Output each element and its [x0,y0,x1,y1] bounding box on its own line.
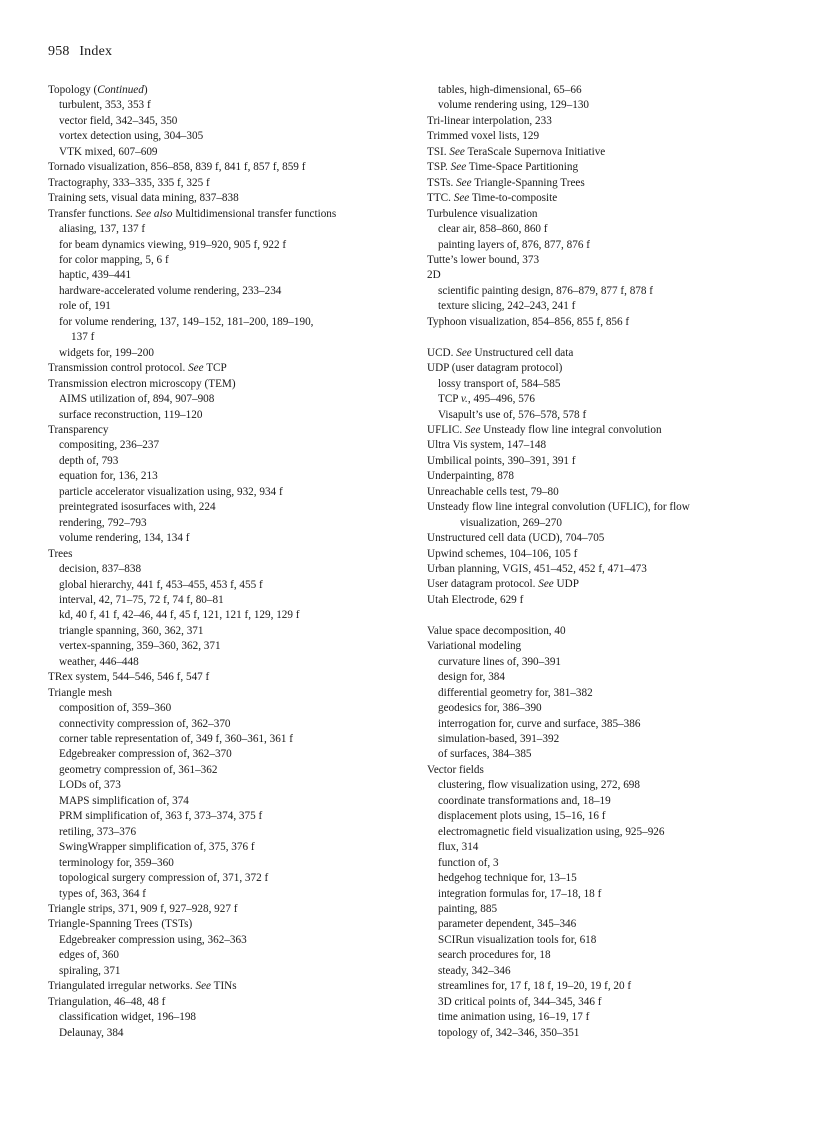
index-subentry: for volume rendering, 137, 149–152, 181–200, 189–190, [59,315,314,328]
index-entry: Topology (Continued) [48,84,148,96]
index-subentry: function of, 3 [438,856,499,869]
index-subentry: weather, 446–448 [59,655,139,668]
index-entry: UDP (user datagram protocol) [427,362,563,375]
page-title: Index [79,44,113,59]
index-subentry: kd, 40 f, 41 f, 42–46, 44 f, 45 f, 121, 121 f, 129, 129 f [59,609,300,622]
index-subentry: topological surgery compression of, 371, 372 f [59,872,269,885]
index-subentry: design for, 384 [438,671,505,684]
index-entry: Turbulence visualization [427,207,538,220]
index-entry: 2D [427,269,441,282]
index-subentry: 3D critical points of, 344–345, 346 f [438,995,602,1008]
index-entry: Vector fields [427,763,484,776]
index-subentry: streamlines for, 17 f, 18 f, 19–20, 19 f, 20 f [438,980,632,993]
index-subentry: classification widget, 196–198 [59,1011,197,1024]
index-subentry: time animation using, 16–19, 17 f [438,1011,590,1024]
index-subentry: surface reconstruction, 119–120 [59,408,203,421]
index-subentry: SwingWrapper simplification of, 375, 376 f [59,841,255,854]
index-column-left [48,83,420,1041]
index-subentry: integration formulas for, 17–18, 18 f [438,887,602,900]
index-subentry: volume rendering using, 129–130 [438,99,590,112]
index-subentry: rendering, 792–793 [59,516,147,529]
index-entry: Underpainting, 878 [427,470,514,483]
index-subentry: preintegrated isosurfaces with, 224 [59,501,216,514]
index-subentry: haptic, 439–441 [59,269,132,282]
index-entry-continuation: visualization, 269–270 [460,516,562,529]
index-entry: Unstructured cell data (UCD), 704–705 [427,532,605,545]
index-subentry: VTK mixed, 607–609 [59,145,158,158]
index-subentry: steady, 342–346 [438,964,511,977]
index-subentry: electromagnetic field visualization using, 925–926 [438,825,665,838]
index-subentry: edges of, 360 [59,949,119,962]
index-subentry: for color mapping, 5, 6 f [59,253,169,266]
index-subentry: SCIRun visualization tools for, 618 [438,933,597,946]
index-subentry: texture slicing, 242–243, 241 f [438,300,576,313]
section-gap [427,330,797,345]
index-subentry: coordinate transformations and, 18–19 [438,794,611,807]
index-subentry: decision, 837–838 [59,563,142,576]
index-subentry: widgets for, 199–200 [59,346,154,359]
index-subentry: geodesics for, 386–390 [438,702,542,715]
index-entry: Variational modeling [427,640,522,653]
index-entry: Triangulated irregular networks. See TINs [48,980,237,993]
index-subentry: connectivity compression of, 362–370 [59,717,231,730]
index-subentry: volume rendering, 134, 134 f [59,532,190,545]
index-subentry: search procedures for, 18 [438,949,551,962]
index-entry: Trees [48,547,73,560]
index-subentry: triangle spanning, 360, 362, 371 [59,624,204,637]
index-subentry: compositing, 236–237 [59,439,160,452]
index-subentry: geometry compression of, 361–362 [59,763,218,776]
index-entry: TRex system, 544–546, 546 f, 547 f [48,671,210,684]
index-subentry: equation for, 136, 213 [59,470,158,483]
index-entry: Transfer functions. See also Multidimensional transfer functions [48,207,337,220]
index-entry: Training sets, visual data mining, 837–838 [48,192,239,205]
index-column-right [427,83,797,1041]
index-entry: Triangulation, 46–48, 48 f [48,995,166,1008]
index-entry: Triangle strips, 371, 909 f, 927–928, 927 f [48,903,238,916]
index-subentry: hedgehog technique for, 13–15 [438,872,577,885]
index-subentry: MAPS simplification of, 374 [59,794,189,807]
index-subentry: PRM simplification of, 363 f, 373–374, 375 f [59,810,263,823]
index-entry: Urban planning, VGIS, 451–452, 452 f, 471–473 [427,563,647,576]
index-entry: TSP. See Time-Space Partitioning [427,161,579,174]
index-subentry: Visapult’s use of, 576–578, 578 f [438,408,587,421]
index-entry: Upwind schemes, 104–106, 105 f [427,547,578,560]
index-subentry: TCP v., 495–496, 576 [438,393,535,406]
index-subentry: scientific painting design, 876–879, 877 f, 878 f [438,284,654,297]
index-subentry: tables, high-dimensional, 65–66 [438,84,582,96]
index-entry: TSTs. See Triangle-Spanning Trees [427,176,585,189]
index-subentry: parameter dependent, 345–346 [438,918,577,931]
index-subentry: global hierarchy, 441 f, 453–455, 453 f, 455 f [59,578,263,591]
index-entry: Umbilical points, 390–391, 391 f [427,454,576,467]
index-subentry: painting, 885 [438,902,498,915]
section-gap [427,608,797,623]
index-entry-continuation: 137 f [71,331,95,344]
index-subentry: interval, 42, 71–75, 72 f, 74 f, 80–81 [59,593,224,606]
index-subentry: flux, 314 [438,841,479,854]
index-subentry: LODs of, 373 [59,779,121,792]
index-subentry: Delaunay, 384 [59,1026,124,1039]
index-subentry: differential geometry for, 381–382 [438,686,593,699]
index-subentry: turbulent, 353, 353 f [59,99,151,112]
index-entry: User datagram protocol. See UDP [427,578,579,591]
index-subentry: of surfaces, 384–385 [438,748,532,761]
index-subentry: vortex detection using, 304–305 [59,130,204,143]
index-subentry: role of, 191 [59,300,111,313]
index-entry: Transmission control protocol. See TCP [48,362,227,375]
index-subentry: composition of, 359–360 [59,702,172,715]
index-entry: Unreachable cells test, 79–80 [427,485,559,498]
index-subentry: terminology for, 359–360 [59,856,174,869]
index-subentry: lossy transport of, 584–585 [438,377,561,390]
index-entry: Unsteady flow line integral convolution (UFLIC), for flow [427,501,690,514]
index-subentry: spiraling, 371 [59,964,121,977]
index-subentry: painting layers of, 876, 877, 876 f [438,238,590,251]
index-subentry: Edgebreaker compression using, 362–363 [59,933,247,946]
index-entry: Tri-linear interpolation, 233 [427,114,552,127]
index-entry: Tutte’s lower bound, 373 [427,253,540,266]
index-subentry: clustering, flow visualization using, 272, 698 [438,779,640,792]
index-entry: Transmission electron microscopy (TEM) [48,377,236,390]
index-entry: TTC. See Time-to-composite [427,192,558,205]
index-subentry: hardware-accelerated volume rendering, 233–234 [59,284,282,297]
index-entry: UCD. See Unstructured cell data [427,346,574,359]
index-subentry: particle accelerator visualization using, 932, 934 f [59,485,283,498]
index-entry: Value space decomposition, 40 [427,624,566,637]
index-subentry: corner table representation of, 349 f, 360–361, 361 f [59,733,293,746]
page-header [48,44,112,60]
index-subentry: AIMS utilization of, 894, 907–908 [59,393,215,406]
index-entry: TSI. See TeraScale Supernova Initiative [427,145,606,158]
index-entry: Transparency [48,423,109,436]
index-subentry: types of, 363, 364 f [59,887,147,900]
index-subentry: Edgebreaker compression of, 362–370 [59,748,232,761]
index-subentry: curvature lines of, 390–391 [438,655,562,668]
index-entry: Ultra Vis system, 147–148 [427,439,547,452]
page-number: 958 [48,44,70,59]
index-subentry: for beam dynamics viewing, 919–920, 905 f, 922 f [59,238,287,251]
index-entry: Triangle mesh [48,686,112,699]
index-subentry: simulation-based, 391–392 [438,733,560,745]
index-entry: UFLIC. See Unsteady flow line integral convolution [427,423,662,436]
index-subentry: displacement plots using, 15–16, 16 f [438,810,606,823]
index-entry: Tornado visualization, 856–858, 839 f, 841 f, 857 f, 859 f [48,161,306,174]
index-entry: Utah Electrode, 629 f [427,593,524,606]
index-entry: Typhoon visualization, 854–856, 855 f, 856 f [427,315,630,328]
index-entry: Trimmed voxel lists, 129 [427,130,540,143]
index-subentry: depth of, 793 [59,454,119,467]
index-subentry: clear air, 858–860, 860 f [438,223,548,236]
index-subentry: aliasing, 137, 137 f [59,223,146,236]
index-subentry: topology of, 342–346, 350–351 [438,1026,580,1039]
index-entry: Triangle-Spanning Trees (TSTs) [48,918,193,931]
index-subentry: vertex-spanning, 359–360, 362, 371 [59,640,221,653]
index-subentry: interrogation for, curve and surface, 385–386 [438,717,641,730]
index-entry: Tractography, 333–335, 335 f, 325 f [48,176,210,189]
index-subentry: vector field, 342–345, 350 [59,114,178,127]
index-subentry: retiling, 373–376 [59,825,137,838]
